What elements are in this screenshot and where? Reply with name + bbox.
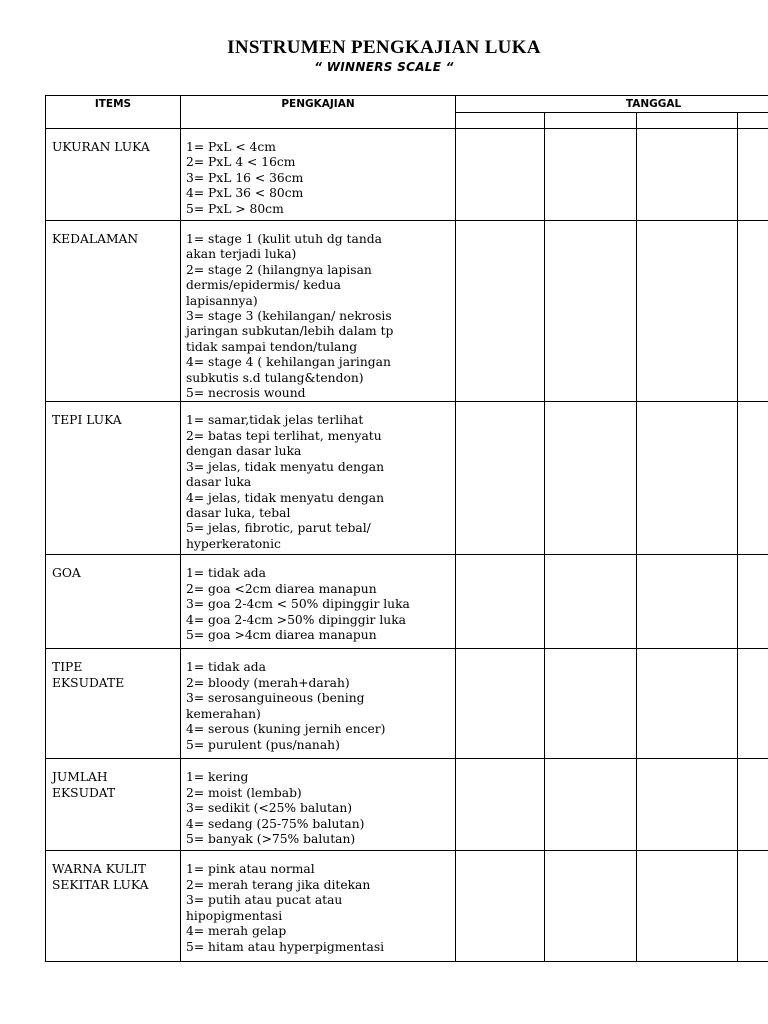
score-cell-date-1[interactable] xyxy=(456,129,545,221)
criteria-line: dasar luka xyxy=(186,475,252,490)
item-label: KEDALAMAN xyxy=(46,221,181,402)
criteria-line: 3= PxL 16 < 36cm xyxy=(186,170,304,185)
criteria-line: 3= goa 2-4cm < 50% dipinggir luka xyxy=(186,597,410,612)
criteria-line: 1= samar,tidak jelas terlihat xyxy=(186,413,364,428)
table-row xyxy=(46,402,768,555)
criteria-line: 2= merah terang jika ditekan xyxy=(186,877,371,892)
assessment-criteria xyxy=(181,402,456,555)
score-cell-date-1[interactable] xyxy=(456,555,545,649)
criteria-line: kemerahan) xyxy=(186,706,261,721)
column-header-pengkajian: PENGKAJIAN xyxy=(181,96,456,129)
score-cell-date-2[interactable] xyxy=(545,759,637,851)
assessment-criteria xyxy=(181,129,456,221)
criteria-line: 2= moist (lembab) xyxy=(186,785,302,800)
score-cell-date-3[interactable] xyxy=(637,221,738,402)
criteria-line: 4= PxL 36 < 80cm xyxy=(186,186,304,201)
score-cell-date-2[interactable] xyxy=(545,851,637,962)
score-cell-date-3[interactable] xyxy=(637,129,738,221)
criteria-line: 1= tidak ada xyxy=(186,660,267,675)
score-cell-date-3[interactable] xyxy=(637,649,738,759)
table-row xyxy=(46,759,768,851)
criteria-line: 4= stage 4 ( kehilangan jaringan xyxy=(186,355,391,370)
assessment-criteria xyxy=(181,555,456,649)
criteria-line: 3= jelas, tidak menyatu dengan xyxy=(186,459,385,474)
score-cell-date-1[interactable] xyxy=(456,759,545,851)
score-cell-date-4[interactable] xyxy=(738,851,768,962)
criteria-line: 3= serosanguineous (bening xyxy=(186,691,365,706)
table-row xyxy=(46,129,768,221)
criteria-line: 4= serous (kuning jernih encer) xyxy=(186,722,386,737)
score-cell-date-4[interactable] xyxy=(738,555,768,649)
criteria-line: 5= necrosis wound xyxy=(186,386,306,401)
assessment-criteria xyxy=(181,221,456,402)
score-cell-date-4[interactable] xyxy=(738,221,768,402)
criteria-line: tidak sampai tendon/tulang xyxy=(186,339,358,354)
assessment-criteria xyxy=(181,759,456,851)
criteria-line: 5= goa >4cm diarea manapun xyxy=(186,628,377,643)
date-column-4[interactable] xyxy=(738,113,768,129)
criteria-line: subkutis s.d tulang&tendon) xyxy=(186,370,364,385)
document-subtitle: “ WINNERS SCALE “ xyxy=(314,60,454,74)
criteria-line: 2= PxL 4 < 16cm xyxy=(186,155,296,170)
score-cell-date-4[interactable] xyxy=(738,402,768,555)
criteria-line: dermis/epidermis/ kedua xyxy=(186,278,341,293)
criteria-line: 1= pink atau normal xyxy=(186,862,315,877)
criteria-line: 5= PxL > 80cm xyxy=(186,201,284,216)
criteria-line: 5= jelas, fibrotic, parut tebal/ xyxy=(186,521,371,536)
item-label: WARNA KULIT SEKITAR LUKA xyxy=(46,851,181,962)
criteria-line: dengan dasar luka xyxy=(186,444,302,459)
criteria-line: jaringan subkutan/lebih dalam tp xyxy=(186,324,394,339)
criteria-line: 4= sedang (25-75% balutan) xyxy=(186,816,365,831)
criteria-line: 1= tidak ada xyxy=(186,566,267,581)
criteria-line: 2= batas tepi terlihat, menyatu xyxy=(186,428,382,443)
date-column-2[interactable] xyxy=(545,113,637,129)
criteria-line: 4= merah gelap xyxy=(186,924,287,939)
score-cell-date-2[interactable] xyxy=(545,555,637,649)
table-header-row xyxy=(46,96,768,113)
criteria-line: lapisannya) xyxy=(186,293,258,308)
item-label: TEPI LUKA xyxy=(46,402,181,555)
criteria-line: hipopigmentasi xyxy=(186,908,283,923)
score-cell-date-3[interactable] xyxy=(637,402,738,555)
item-label: UKURAN LUKA xyxy=(46,129,181,221)
table-row xyxy=(46,555,768,649)
criteria-line: 2= stage 2 (hilangnya lapisan xyxy=(186,262,372,277)
criteria-line: 5= banyak (>75% balutan) xyxy=(186,832,356,847)
table-row xyxy=(46,649,768,759)
criteria-line: 3= sedikit (<25% balutan) xyxy=(186,801,353,816)
table-row xyxy=(46,221,768,402)
assessment-table xyxy=(45,95,768,962)
column-header-items: ITEMS xyxy=(46,96,181,129)
score-cell-date-3[interactable] xyxy=(637,851,738,962)
score-cell-date-1[interactable] xyxy=(456,402,545,555)
criteria-line: dasar luka, tebal xyxy=(186,505,291,520)
criteria-line: 4= goa 2-4cm >50% dipinggir luka xyxy=(186,612,406,627)
criteria-line: 1= kering xyxy=(186,770,249,785)
column-header-tanggal: TANGGAL xyxy=(456,96,768,113)
score-cell-date-3[interactable] xyxy=(637,759,738,851)
criteria-line: 4= jelas, tidak menyatu dengan xyxy=(186,490,385,505)
assessment-criteria xyxy=(181,851,456,962)
criteria-line: 3= stage 3 (kehilangan/ nekrosis xyxy=(186,309,392,324)
item-label: TIPE EKSUDATE xyxy=(46,649,181,759)
date-column-1[interactable] xyxy=(456,113,545,129)
item-label: JUMLAH EKSUDAT xyxy=(46,759,181,851)
criteria-line: 2= bloody (merah+darah) xyxy=(186,675,350,690)
score-cell-date-1[interactable] xyxy=(456,851,545,962)
assessment-criteria xyxy=(181,649,456,759)
score-cell-date-1[interactable] xyxy=(456,221,545,402)
score-cell-date-2[interactable] xyxy=(545,221,637,402)
score-cell-date-2[interactable] xyxy=(545,402,637,555)
criteria-line: 3= putih atau pucat atau xyxy=(186,893,343,908)
score-cell-date-4[interactable] xyxy=(738,129,768,221)
criteria-line: akan terjadi luka) xyxy=(186,247,297,262)
document-title: INSTRUMEN PENGKAJIAN LUKA xyxy=(227,37,541,58)
criteria-line: 2= goa <2cm diarea manapun xyxy=(186,581,377,596)
criteria-line: 5= hitam atau hyperpigmentasi xyxy=(186,939,385,954)
criteria-line: hyperkeratonic xyxy=(186,536,281,551)
score-cell-date-2[interactable] xyxy=(545,649,637,759)
score-cell-date-1[interactable] xyxy=(456,649,545,759)
criteria-line: 1= PxL < 4cm xyxy=(186,140,276,154)
criteria-line: 5= purulent (pus/nanah) xyxy=(186,737,340,752)
score-cell-date-4[interactable] xyxy=(738,649,768,759)
criteria-line: 1= stage 1 (kulit utuh dg tanda xyxy=(186,232,382,246)
item-label: GOA xyxy=(46,555,181,649)
table-row xyxy=(46,851,768,962)
score-cell-date-4[interactable] xyxy=(738,759,768,851)
score-cell-date-3[interactable] xyxy=(637,555,738,649)
score-cell-date-2[interactable] xyxy=(545,129,637,221)
date-column-3[interactable] xyxy=(637,113,738,129)
